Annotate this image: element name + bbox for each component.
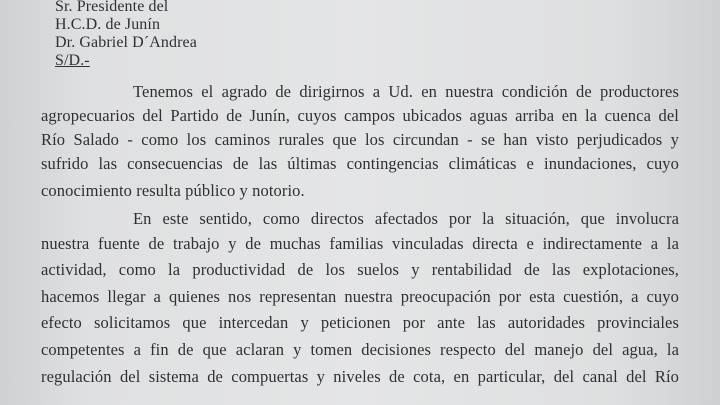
paragraph1-line2: agropecuarios del Partido de Junín, cuyos campos ubicados aguas arriba en la cuenca del xyxy=(41,106,679,125)
paragraph2-line3: actividad, como la productividad de los suelos y rentabilidad de las explotaciones, xyxy=(41,260,679,279)
recipient-name: Dr. Gabriel D´Andrea xyxy=(55,34,197,51)
paragraph1-line3: Río Salado - como los caminos rurales que los circundan - se han visto perjudicados y xyxy=(41,130,679,149)
paragraph2-line2: nuestra fuente de trabajo y de muchas familias vinculadas directa e indirectamente a la xyxy=(41,234,679,253)
paragraph2-line5: efecto solicitamos que intercedan y peticionen por ante las autoridades provinciales xyxy=(41,313,679,332)
paragraph1-line5: conocimiento resulta público y notorio. xyxy=(41,181,305,200)
recipient-sd: S/D.- xyxy=(55,52,90,69)
paragraph2-line4: hacemos llegar a quienes nos representan nuestra preocupación por esta cuestión, a cuyo xyxy=(41,287,679,306)
paragraph1-line4: sufrido las consecuencias de las últimas contingencias climáticas e inundaciones, cuyo xyxy=(41,154,679,173)
paragraph2-line1: En este sentido, como directos afectados por la situación, que involucra xyxy=(133,209,679,228)
recipient-title: Sr. Presidente del xyxy=(55,0,169,15)
paragraph2-line7: regulación del sistema de compuertas y niveles de cota, en particular, del canal del Río xyxy=(41,367,679,386)
paragraph1-line1: Tenemos el agrado de dirigirnos a Ud. en nuestra condición de productores xyxy=(133,82,679,101)
recipient-institution: H.C.D. de Junín xyxy=(55,16,161,33)
paragraph2-line6: competentes a fin de que aclaran y tomen decisiones respecto del manejo del agua, la xyxy=(41,340,679,359)
